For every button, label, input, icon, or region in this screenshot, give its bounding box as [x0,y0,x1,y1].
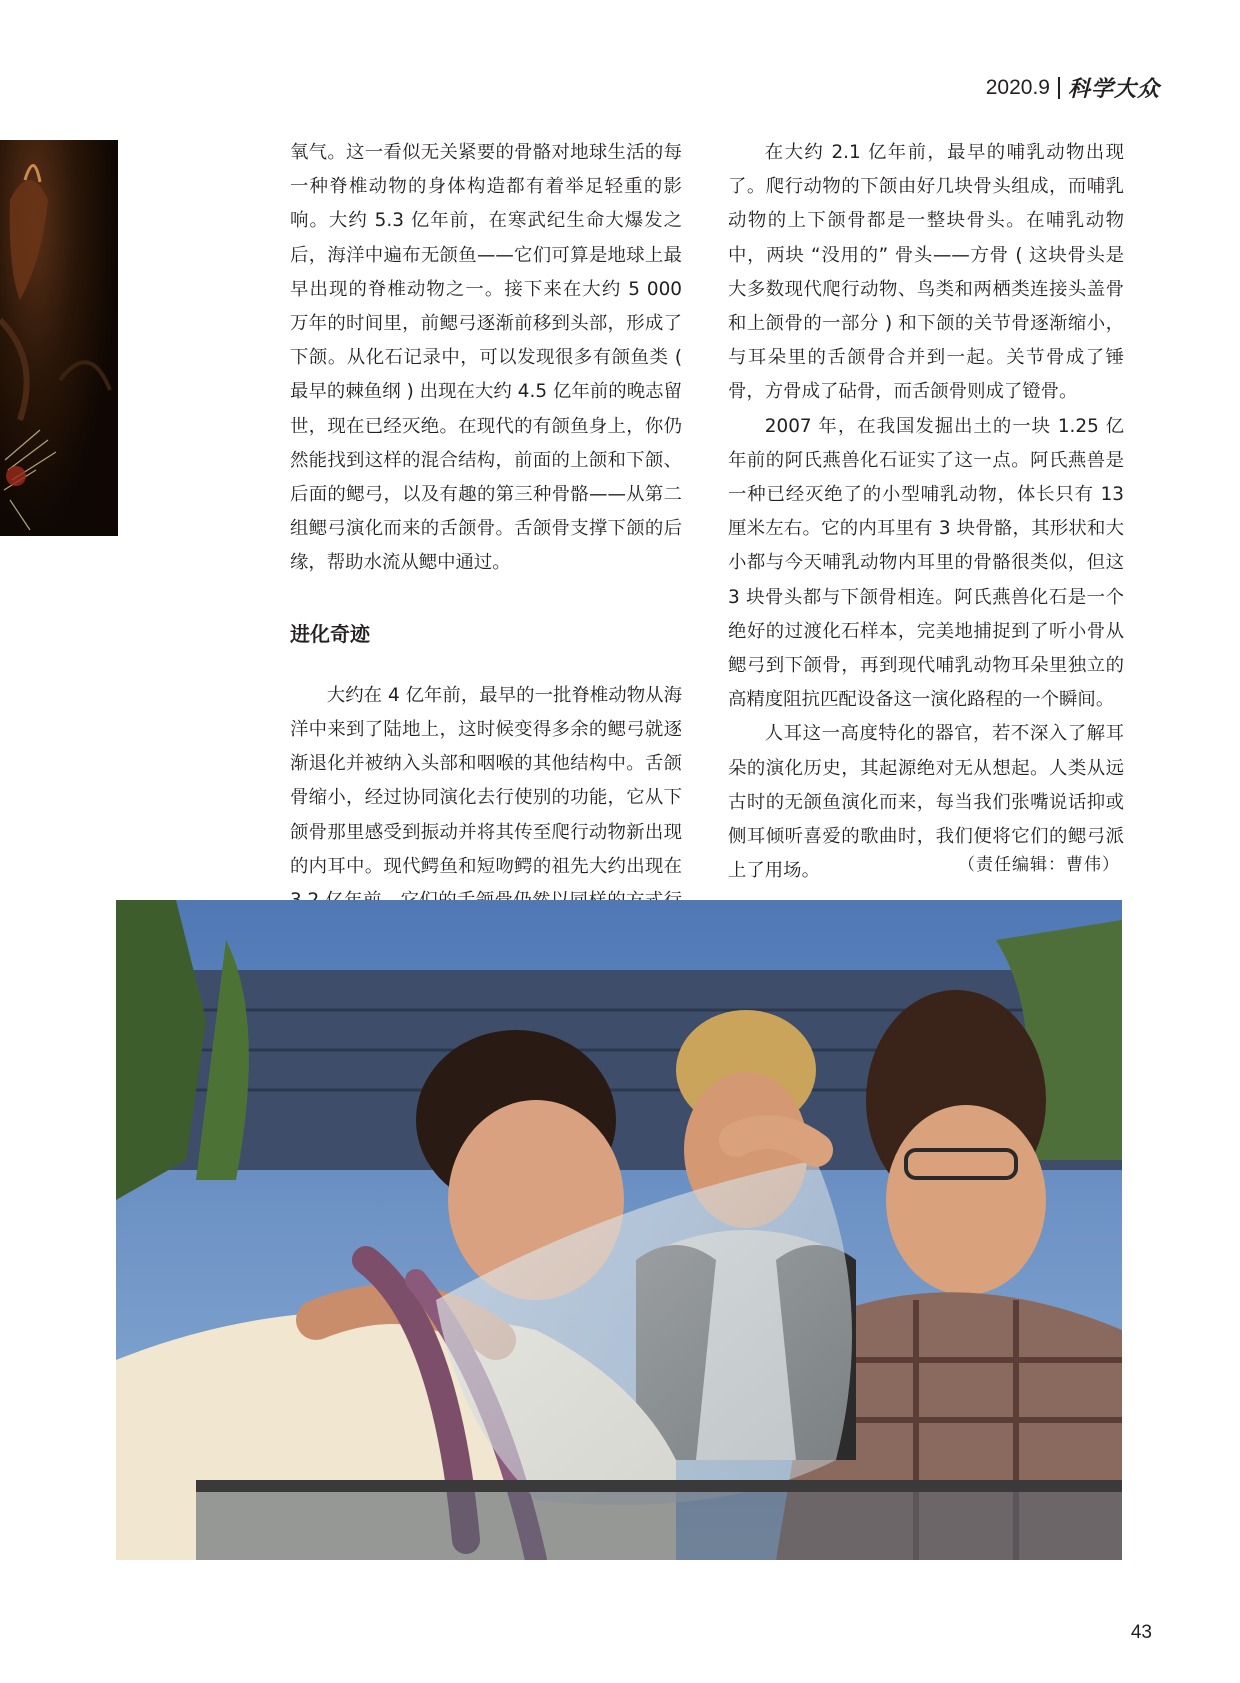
body-paragraph: 2007 年，在我国发掘出土的一块 1.25 亿年前的阿氏燕兽化石证实了这一点。阿氏燕兽是一种已经灭绝了的小型哺乳动物，体长只有 13 厘米左右。它的内耳里有 3 块骨骼，其形状和大小都与今天哺乳动物内耳里的骨骼很类似，但这 3 块骨头都与下颌骨相连。阿氏燕兽化石是一个绝好的过渡化石样本，完美地捕捉到了听小骨从鳃弓到下颌骨，再到现代哺乳动物耳朵里独立的高精度阻抗匹配设备这一演化路程的一个瞬间。 [728,415,1124,711]
researchers-photo-art [116,900,1122,1560]
left-text-column [290,136,682,952]
side-photo-art [0,140,118,536]
side-photo-crop [0,140,118,536]
editor-credit: （责任编辑：曹伟） [958,855,1120,875]
body-paragraph: 大约在 4 亿年前，最早的一批脊椎动物从海洋中来到了陆地上，这时候变得多余的鳃弓就逐渐退化并被纳入头部和咽喉的其他结构中。舌颌骨缩小，经过协同演化去行使别的功能，它从下颌骨那里感受到振动并将其传至爬行动物新出现的内耳中。现代鳄鱼和短吻鳄的祖先大约出现在 [290,684,682,877]
issue-number: 2020.9 [985,75,1050,99]
magazine-logo: 科学大众 [1067,76,1160,102]
section-heading: 进化奇迹 [290,621,370,646]
researchers-photo [116,900,1122,1560]
body-paragraph: 在大约 2.1 亿年前，最早的哺乳动物出现了。爬行动物的下颌由好几块骨头组成，而哺乳动物的上下颌骨都是一整块骨头。在哺乳动物中，两块 “没用的” 骨头——方骨 ( 这块骨头是大多数现代爬行动物、鸟类和两栖类连接头盖骨和上颌骨的一部分 ) 和下颌的关节骨逐渐缩小，与耳朵里的舌颌骨合并到一起。关节骨成了锤骨，方骨成了砧骨，而舌颌骨则成了镫骨。 [728,142,1124,403]
body-paragraph: 氧气。这一看似无关紧要的骨骼对地球生活的每一种脊椎动物的身体构造都有着举足轻重的影响。大约 5.3 亿年前，在寒武纪生命大爆发之后，海洋中遍布无颌鱼——它们可算是地球上最早出现的脊椎动物之一。接下来在大约 5 000 万年的时间里，前鳃弓逐渐前移到头部，形成了下颌。从化石记录中，可以发现很多有颌鱼类 ( 最早的棘鱼纲 ) 出现在大约 4.5 亿年前的晚志留世，现在已经灭绝。在现代的有颌鱼身上，你仍然能找到这样的混合结构，前面的上颌和下颌、后面的鳃弓，以及有趣的第三种骨骼——从第二组鳃弓演化而来的舌颌骨。舌颌骨支撑下颌的后缘，帮助水流从鳃中通过。 [290,142,682,574]
page-number: 43 [1130,1622,1152,1643]
page-header [986,72,1160,103]
body-paragraph: 人耳这一高度特化的器官，若不深入了解耳朵的演化历史，其起源绝对无从想起。人类从远古时的无颌鱼演化而来，每当我们张嘴说话抑或侧耳倾听喜爱的歌曲时，我们便将它们的鳃弓派上了用场。 [728,723,1124,882]
right-text-column [728,136,1124,888]
header-divider [1058,77,1060,99]
